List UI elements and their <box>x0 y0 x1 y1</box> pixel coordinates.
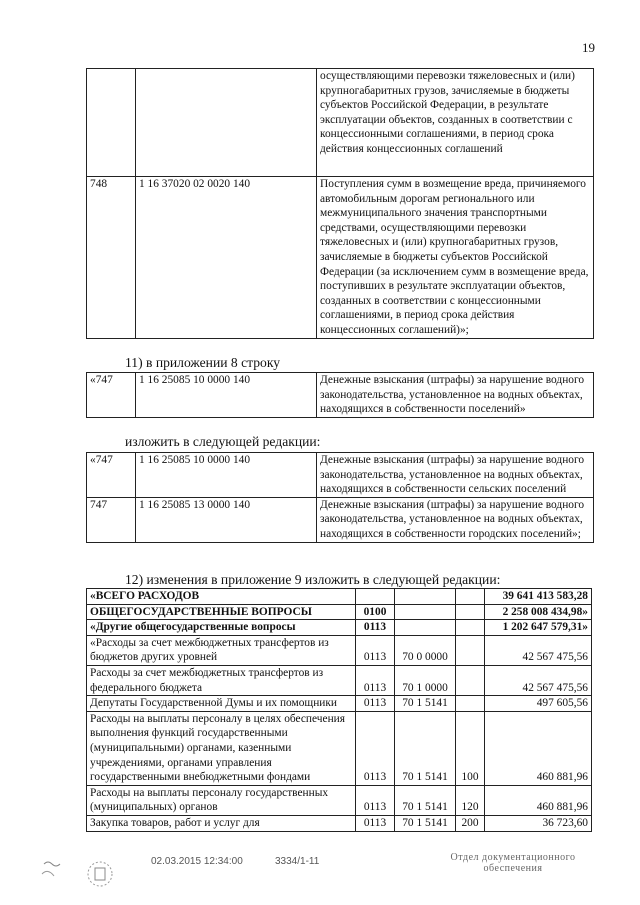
stamp-line-1: Отдел документационного <box>450 852 576 863</box>
seal-icon <box>40 850 120 890</box>
table-cell-type: 100 <box>456 711 485 785</box>
table-row <box>87 696 592 712</box>
table-cell-target: 70 1 5141 <box>395 696 456 712</box>
table-cell-section: 0113 <box>356 815 395 831</box>
table-cell-target: 70 1 5141 <box>395 711 456 785</box>
table-row <box>87 453 594 498</box>
table-cell-code-admin: 748 <box>87 177 136 339</box>
paragraph-12: 12) изменения в приложение 9 изложить в следующей редакции: <box>125 572 501 587</box>
table-cell-type: 200 <box>456 815 485 831</box>
table-cell-description: Денежные взыскания (штрафы) за нарушение водного законодательства, установленное на водных объектах, находящихся в собственности поселений» <box>317 373 594 418</box>
table-cell-description: осуществляющими перевозки тяжеловесных и (или) крупногабаритных грузов, зачисляемые в бюджеты субъектов Российской Федерации, в результате эксплуатации объектов, созданных в соответствии с концессионными соглашениями, в период срока действия концессионных соглашений <box>317 69 594 177</box>
table-cell-type <box>456 604 485 620</box>
table-row <box>87 69 594 177</box>
table-row <box>87 711 592 785</box>
table-cell-section: 0113 <box>356 711 395 785</box>
table-cell-description: Расходы за счет межбюджетных трансфертов из федерального бюджета <box>87 665 356 695</box>
table-cell-description: Денежные взыскания (штрафы) за нарушение водного законодательства, установленное на водных объектах, находящихся в собственности сельских поселений <box>317 453 594 498</box>
table-cell-amount: 1 202 647 579,31» <box>485 620 592 636</box>
table-cell-type <box>456 620 485 636</box>
table-cell-description: Депутаты Государственной Думы и их помощники <box>87 696 356 712</box>
table-top <box>86 68 594 339</box>
table-cell-code-kbk: 1 16 25085 13 0000 140 <box>136 497 317 542</box>
table-cell-description: Расходы на выплаты персоналу государственных (муниципальных) органов <box>87 785 356 815</box>
table-cell-section: 0100 <box>356 604 395 620</box>
table-cell-type <box>456 696 485 712</box>
table-cell-section: 0113 <box>356 635 395 665</box>
table-cell-description: Закупка товаров, работ и услуг для <box>87 815 356 831</box>
table-row <box>87 589 592 605</box>
table-cell-target: 70 1 5141 <box>395 815 456 831</box>
table-cell-code-admin <box>87 69 136 177</box>
seal-scribble <box>40 850 120 890</box>
table-cell-code-kbk: 1 16 37020 02 0020 140 <box>136 177 317 339</box>
footer-doc-id: 3334/1-11 <box>275 856 320 867</box>
table-cell-amount: 2 258 008 434,98» <box>485 604 592 620</box>
table-row <box>87 620 592 636</box>
table-cell-amount: 42 567 475,56 <box>485 635 592 665</box>
table-appendix9 <box>86 588 592 832</box>
table-cell-type <box>456 589 485 605</box>
table-row <box>87 635 592 665</box>
table-cell-section: 0113 <box>356 696 395 712</box>
table-cell-amount: 36 723,60 <box>485 815 592 831</box>
table-cell-amount: 460 881,96 <box>485 711 592 785</box>
table-cell-target <box>395 589 456 605</box>
paragraph-11: 11) в приложении 8 строку <box>125 355 281 370</box>
table-cell-description: Расходы на выплаты персоналу в целях обеспечения выполнения функций государственными (муниципальными) органами, казенными учреждениями, органами управления государственными внебюджетными фондами <box>87 711 356 785</box>
table-cell-description: Поступления сумм в возмещение вреда, причиняемого автомобильным дорогам регионального или межмуниципального значения транспортными средствами, осуществляющими перевозки тяжеловесных и (или) крупногабаритных грузов, зачисляемые в бюджеты субъектов Российской Федерации (за исключением сумм в возмещение вреда, поступивших в результате эксплуатации объектов, созданных в соответствии с концессионными соглашениями, в период срока действия концессионных соглашений)»; <box>317 177 594 339</box>
table-cell-code-kbk <box>136 69 317 177</box>
table-cell-amount: 497 605,56 <box>485 696 592 712</box>
table-cell-target: 70 1 5141 <box>395 785 456 815</box>
table-cell-description: «ВСЕГО РАСХОДОВ <box>87 589 356 605</box>
table-cell-code-admin: «747 <box>87 453 136 498</box>
table-appendix8-new <box>86 452 594 543</box>
table-cell-description: «Другие общегосударственные вопросы <box>87 620 356 636</box>
table-cell-amount: 460 881,96 <box>485 785 592 815</box>
stamp-line-2: обеспечения <box>483 863 543 874</box>
table-cell-target: 70 1 0000 <box>395 665 456 695</box>
table-cell-code-admin: «747 <box>87 373 136 418</box>
table-cell-description: ОБЩЕГОСУДАРСТВЕННЫЕ ВОПРОСЫ <box>87 604 356 620</box>
page-number: 19 <box>582 40 595 55</box>
table-cell-code-kbk: 1 16 25085 10 0000 140 <box>136 453 317 498</box>
table-cell-description: «Расходы за счет межбюджетных трансфертов из бюджетов других уровней <box>87 635 356 665</box>
table-row <box>87 604 592 620</box>
table-cell-target <box>395 604 456 620</box>
table-row <box>87 785 592 815</box>
table-cell-section <box>356 589 395 605</box>
table-cell-type <box>456 635 485 665</box>
department-stamp <box>438 852 588 874</box>
table-cell-amount: 42 567 475,56 <box>485 665 592 695</box>
table-cell-section: 0113 <box>356 620 395 636</box>
table-cell-code-admin: 747 <box>87 497 136 542</box>
table-cell-description: Денежные взыскания (штрафы) за нарушение водного законодательства, установленное на водных объектах, находящихся в собственности городских поселений»; <box>317 497 594 542</box>
table-row <box>87 373 594 418</box>
table-cell-section: 0113 <box>356 785 395 815</box>
table-cell-code-kbk: 1 16 25085 10 0000 140 <box>136 373 317 418</box>
table-cell-type <box>456 665 485 695</box>
table-cell-section: 0113 <box>356 665 395 695</box>
table-cell-type: 120 <box>456 785 485 815</box>
table-row <box>87 177 594 339</box>
table-cell-amount: 39 641 413 583,28 <box>485 589 592 605</box>
table-row <box>87 815 592 831</box>
table-row <box>87 497 594 542</box>
footer-datetime: 02.03.2015 12:34:00 <box>151 856 243 867</box>
table-cell-target: 70 0 0000 <box>395 635 456 665</box>
table-cell-target <box>395 620 456 636</box>
table-row <box>87 665 592 695</box>
table-appendix8-old <box>86 372 594 418</box>
paragraph-izlozhit: изложить в следующей редакции: <box>125 434 321 449</box>
